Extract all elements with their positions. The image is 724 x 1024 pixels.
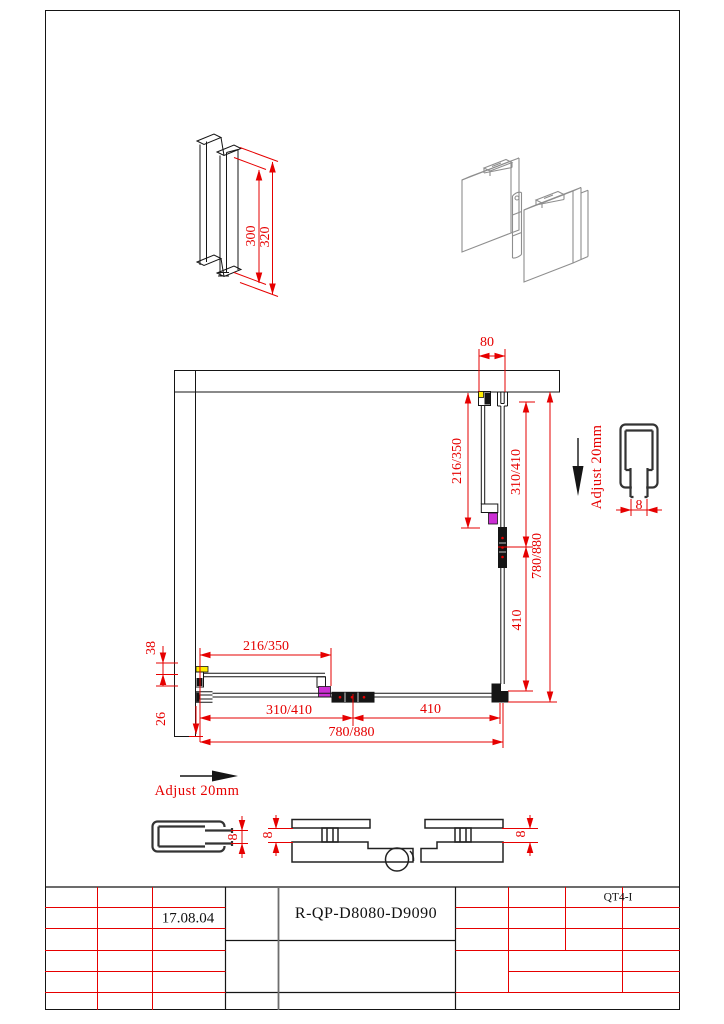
dim-glass-left: 8 <box>261 831 276 839</box>
title-block-date: 17.08.04 <box>161 910 215 927</box>
drawing-frame <box>46 11 680 1010</box>
dim-wall-gap-b: 26 <box>154 712 169 726</box>
wall-profile-highlight <box>479 392 484 398</box>
glass-hinge-isometric <box>462 158 588 282</box>
dim-side-return: 410 <box>509 609 525 631</box>
adjust-note-right: Adjust 20mm <box>588 424 605 510</box>
glass-clamp-magenta <box>489 513 498 524</box>
dim-bottom-fixed-panel: 216/350 <box>243 639 289 654</box>
dim-side-fixed-panel: 216/350 <box>450 438 465 484</box>
corner-bracket <box>492 684 509 703</box>
dim-wall-gap-a: 38 <box>143 641 159 655</box>
glass-clamp-magenta <box>319 687 331 698</box>
glass-hinge-section <box>268 815 538 871</box>
dim-profile-right: 8 <box>635 497 643 513</box>
dim-handle-outer: 320 <box>257 226 273 248</box>
dim-bottom-overall: 780/880 <box>328 724 375 740</box>
dim-bottom-door: 310/410 <box>266 702 312 718</box>
wall-profile-highlight <box>196 667 208 673</box>
title-block-code: QT4-I <box>603 891 633 904</box>
dim-profile-bottom: 8 <box>225 833 241 841</box>
adjust-arrow-right <box>573 438 584 496</box>
plan-front-panel-door <box>196 667 492 703</box>
title-block-model: R-QP-D8080-D9090 <box>294 905 438 922</box>
dim-glass-right: 8 <box>513 830 529 837</box>
dim-handle-inner: 300 <box>243 225 259 247</box>
adjust-arrow-bottom <box>180 771 238 782</box>
dim-bottom-return: 410 <box>420 701 441 717</box>
door-handle-isometric <box>197 134 278 297</box>
dim-top-offset: 80 <box>480 335 494 350</box>
dim-side-overall: 780/880 <box>529 533 545 579</box>
adjust-note-bottom: Adjust 20mm <box>154 782 240 799</box>
dim-side-door: 310/410 <box>509 449 524 495</box>
